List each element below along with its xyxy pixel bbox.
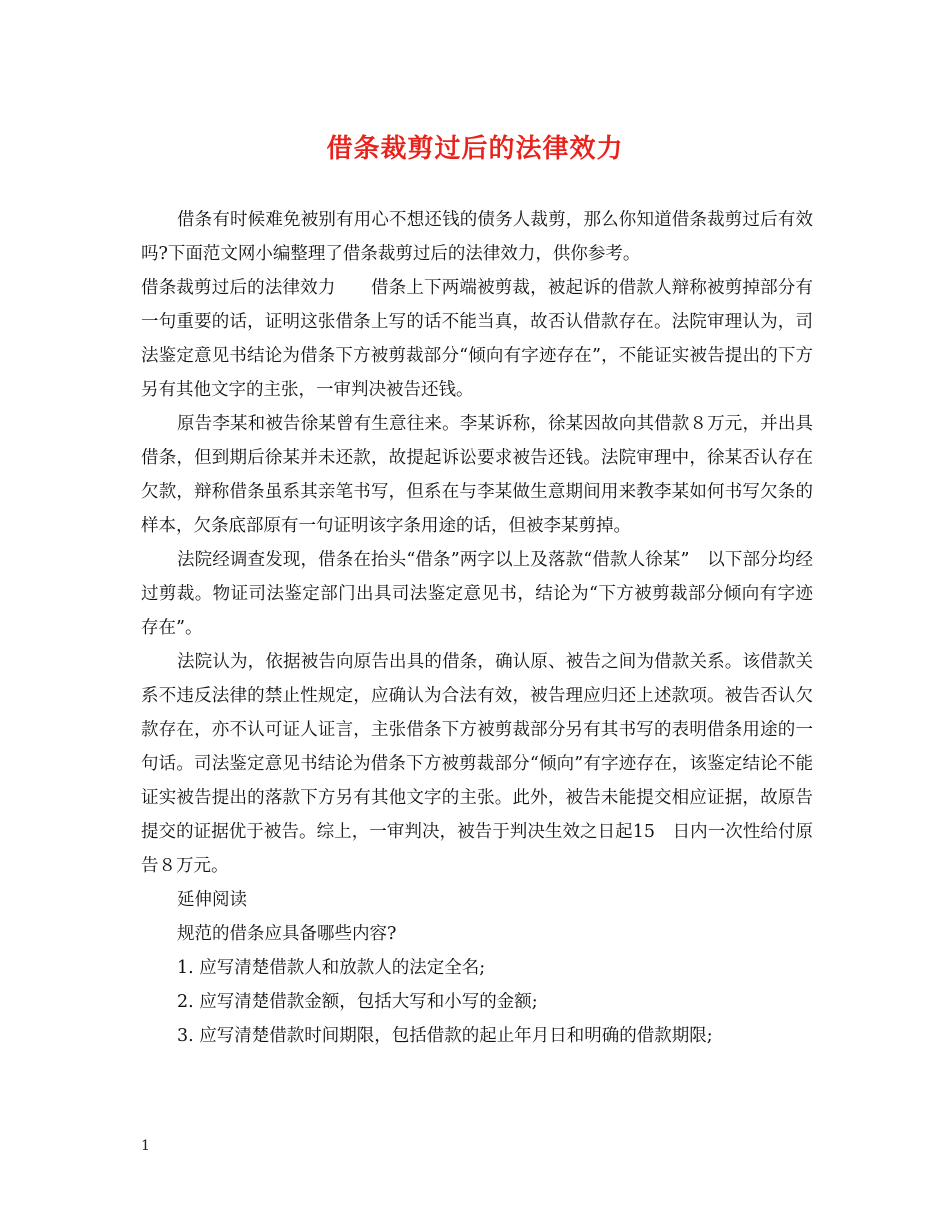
document-title: 借条裁剪过后的法律效力	[326, 134, 624, 164]
paragraph-court-opinion: 法院认为，依据被告向原告出具的借条，确认原、被告之间为借款关系。该借款关系不违反法律的禁止性规定，应确认为合法有效，被告理应归还上述款项。被告否认欠款存在，亦不认可证人证言，主张借条下方被剪裁部分另有其书写的表明借条用途的一句话。司法鉴定意见书结论为借条下方被剪裁部分“倾向”有字迹存在，该鉴定结论不能证实被告提出的落款下方另有其他文字的主张。此外，被告未能提交相应证据，故原告提交的证据优于被告。综上，一审判决，被告于判决生效之日起15 日内一次性给付原告８万元。	[141, 652, 813, 876]
list-item: 3. 应写清楚借款时间期限，包括借款的起止年月日和明确的借款期限;	[177, 1026, 713, 1046]
list-item: 1. 应写清楚借款人和放款人的法定全名;	[177, 958, 486, 978]
paragraph-investigation: 法院经调查发现，借条在抬头“借条”两字以上及落款“借款人徐某” 以下部分均经过剪裁。物证司法鉴定部门出具司法鉴定意见书，结论为“下方被剪裁部分倾向有字迹存在”。	[141, 550, 813, 638]
paragraph-extended-reading: 延伸阅读	[177, 890, 247, 910]
paragraph-intro: 借条有时候难免被别有用心不想还钱的债务人裁剪，那么你知道借条裁剪过后有效吗?下面范文网小编整理了借条裁剪过后的法律效力，供你参考。	[141, 210, 813, 264]
page-number: 1	[141, 1138, 150, 1154]
paragraph-question: 规范的借条应具备哪些内容?	[177, 924, 397, 944]
list-item: 2. 应写清楚借款金额，包括大写和小写的金额;	[177, 992, 538, 1012]
paragraph-case-background: 原告李某和被告徐某曾有生意往来。李某诉称，徐某因故向其借款８万元，并出具借条，但到期后徐某并未还款，故提起诉讼要求被告还钱。法院审理中，徐某否认存在欠款，辩称借条虽系其亲笔书写，但系在与李某做生意期间用来教李某如何书写欠条的样本，欠条底部原有一句证明该字条用途的话，但被李某剪掉。	[141, 414, 813, 536]
document-body	[141, 203, 813, 1053]
paragraph-legal-effect: 借条裁剪过后的法律效力 借条上下两端被剪裁，被起诉的借款人辩称被剪掉部分有一句重要的话，证明这张借条上写的话不能当真，故否认借款存在。法院审理认为，司法鉴定意见书结论为借条下方被剪裁部分“倾向有字迹存在”，不能证实被告提出的下方另有其他文字的主张，一审判决被告还钱。	[141, 278, 813, 400]
